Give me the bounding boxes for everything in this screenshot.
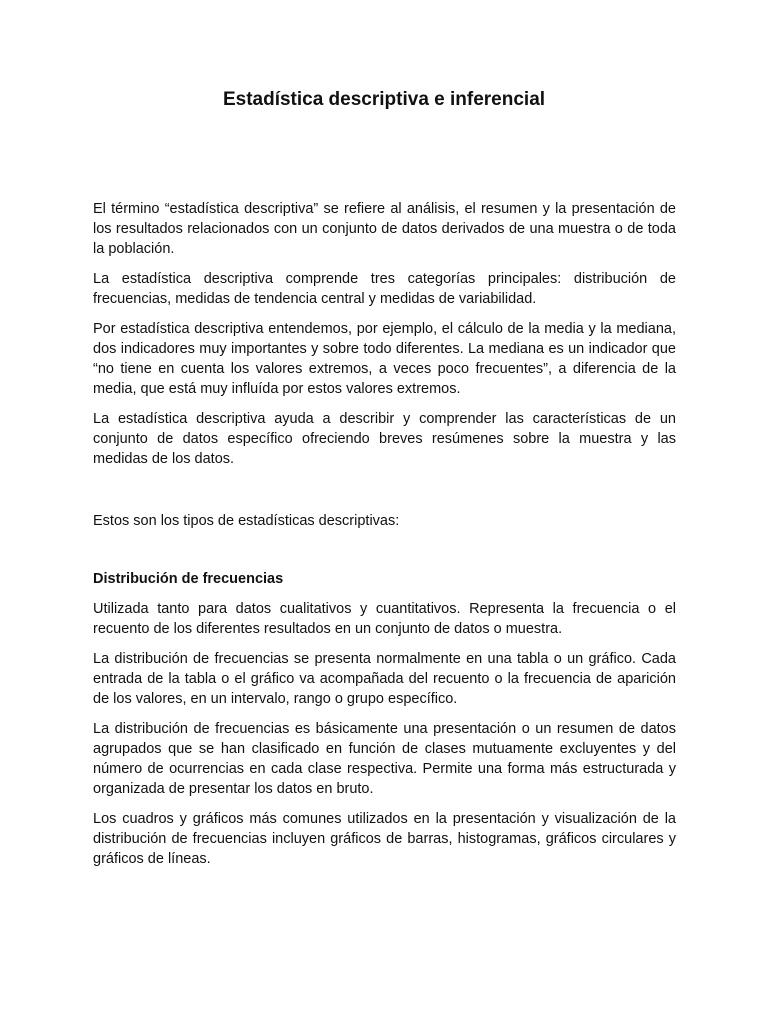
section-paragraph-1: Utilizada tanto para datos cualitativos y cuantitativos. Representa la frecuencia o el recuento de los diferentes resultados en un conjunto de datos o muestra. <box>93 601 676 637</box>
spacer <box>93 479 676 511</box>
section-paragraph-3: La distribución de frecuencias es básicamente una presentación o un resumen de datos agrupados que se han clasificado en función de clases mutuamente excluyentes y del número de ocurrencias en cada clase respectiva. Permite una forma más estructurada y organizada de presentar los datos en bruto. <box>93 721 676 797</box>
intro-paragraph-1: El término “estadística descriptiva” se refiere al análisis, el resumen y la presentación de los resultados relacionados con un conjunto de datos derivados de una muestra o de toda la población. <box>93 201 676 257</box>
intro-paragraph-2: La estadística descriptiva comprende tres categorías principales: distribución de frecuencias, medidas de tendencia central y medidas de variabilidad. <box>93 271 676 307</box>
document-body <box>93 199 676 879</box>
section-paragraph-4: Los cuadros y gráficos más comunes utilizados en la presentación y visualización de la distribución de frecuencias incluyen gráficos de barras, histogramas, gráficos circulares y gráficos de líneas. <box>93 811 676 867</box>
intro-paragraph-3: Por estadística descriptiva entendemos, por ejemplo, el cálculo de la media y la mediana, dos indicadores muy importantes y sobre todo diferentes. La mediana es un indicador que “no tiene en cuenta los valores extremos, a veces poco frecuentes”, a diferencia de la media, que está muy influída por estos valores extremos. <box>93 321 676 397</box>
intro-paragraph-4: La estadística descriptiva ayuda a describir y comprender las características de un conjunto de datos específico ofreciendo breves resúmenes sobre la muestra y las medidas de los datos. <box>93 411 676 467</box>
section-paragraph-2: La distribución de frecuencias se presenta normalmente en una tabla o un gráfico. Cada entrada de la tabla o el gráfico va acompañada del recuento o la frecuencia de aparición de los valores, en un intervalo, rango o grupo específico. <box>93 651 676 707</box>
section-heading: Distribución de frecuencias <box>93 571 284 587</box>
spacer <box>93 541 676 569</box>
types-intro: Estos son los tipos de estadísticas descriptivas: <box>93 513 400 529</box>
page-title: Estadística descriptiva e inferencial <box>222 89 546 110</box>
